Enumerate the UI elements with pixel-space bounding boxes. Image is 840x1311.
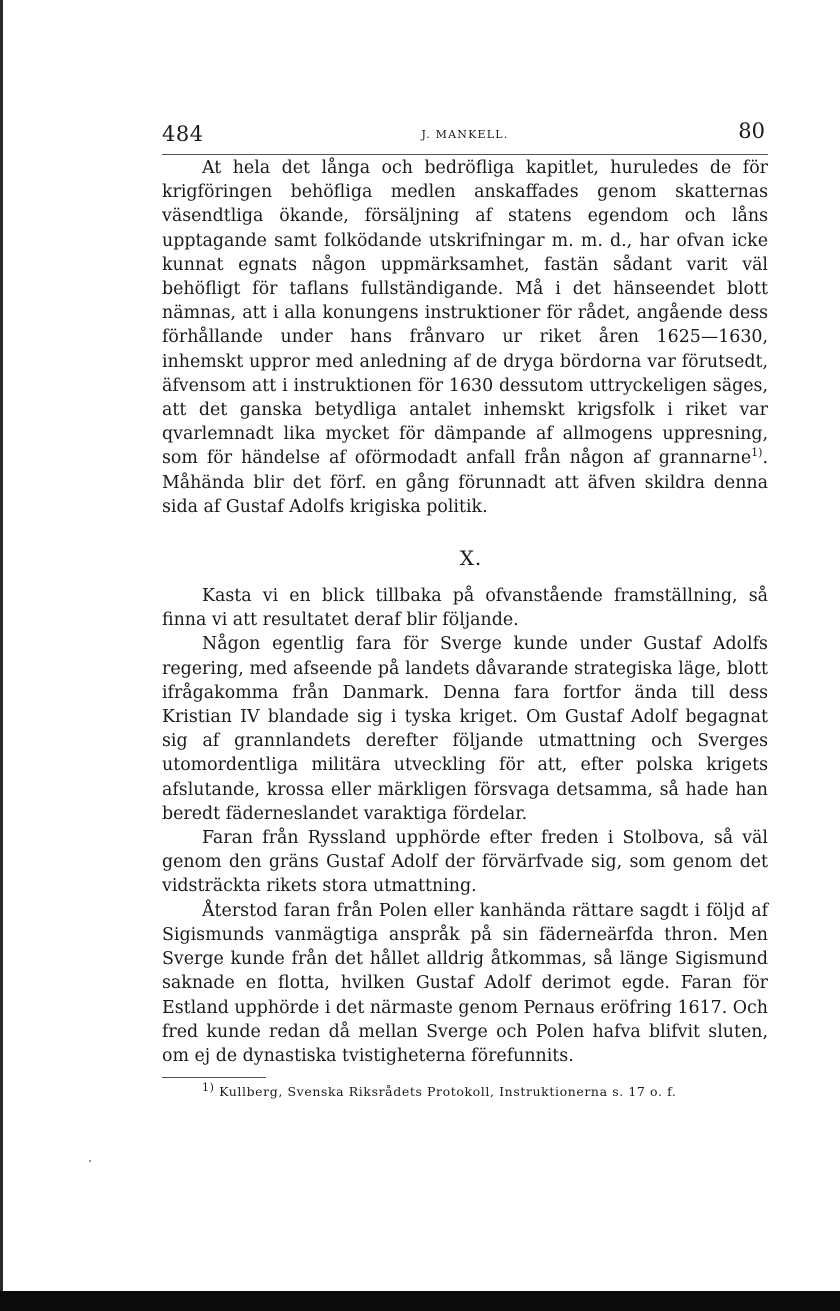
footnote-text: Kullberg, Svenska Riksrådets Protokoll, Instruktionerna s. 17 o. f.: [214, 1084, 677, 1100]
sheet-number: 80: [738, 119, 765, 143]
footnote-mark: 1): [202, 1080, 215, 1094]
footnote-rule: [162, 1077, 266, 1078]
page-header: [162, 112, 768, 152]
page-left-edge: [0, 0, 3, 1311]
section-heading: X.: [459, 546, 483, 571]
book-page: [162, 112, 768, 1099]
header-rule: [162, 154, 768, 155]
scan-speck: [89, 1160, 91, 1162]
page-number: 484: [162, 122, 204, 146]
section-paragraph: Återstod faran från Polen eller kanhända rättare sagdt i följd af Sigismunds vanmägtiga anspråk på sin fäderneärfda thron. Men Sverge kunde från det hållet alldrig åtkommas, så länge Sigismund saknade en flotta, hvilken Gustaf Adolf derimot egde. Faran för Estland upphörde i det närmaste genom Pernaus eröfring 1617. Och fred kunde redan då mellan Sverge och Polen hafva blifvit sluten, om ej de dynastiska tvistigheterna förefunnits.: [162, 900, 768, 1066]
intro-paragraph: [162, 156, 768, 519]
intro-paragraph-text: At hela det långa och bedröfliga kapitlet, huruledes de för krigföringen behöfliga medlen anskaffades genom skatternas väsendtliga ökande, försäljning af statens egendom och låns upptagande samt folködande utskrifningar m. m. d., har ofvan icke kunnat egnats någon uppmärksamhet, fastän sådant varit väl behöfligt för taflans fullständigande. Må i det hänseendet blott nämnas, att i alla konungens instruktioner för rådet, angående dess förhållande under hans frånvaro ur riket åren 1625—1630, inhemskt uppror med anledning af de dryga bördorna var förutsedt, äfvensom att i instruktionen för 1630 dessutom uttryckeligen säges, att det ganska betydliga antalet inhemskt krigsfolk i riket var qvarlemnadt lika mycket för dämpande af allmogens uppresning, som för händelse af oförmodadt anfall från någon af grannarne: [162, 158, 768, 469]
footnote: [162, 1080, 768, 1100]
section-paragraph: Faran från Ryssland upphörde efter freden i Stolbova, så väl genom den gräns Gustaf Adolf der förvärfvade sig, som genom det vidsträckta rikets stora utmattning.: [162, 828, 768, 897]
section-paragraph: Någon egentlig fara för Sverge kunde under Gustaf Adolfs regering, med afseende på landets dåvarande strategiska läge, blott ifrågakomma från Danmark. Denna fara fortfor ända till dess Kristian IV blandade sig i tyska kriget. Om Gustaf Adolf begagnat sig af grannlandets derefter följande utmattning och Sverges utomordentliga militära utveckling för att, efter polska krigets afslutande, krossa eller märkligen försvaga detsamma, så hade han beredt fäderneslandet varaktiga fördelar.: [162, 634, 768, 824]
running-head: J. MANKELL.: [421, 128, 509, 141]
intro-paragraph-tail: . Måhända blir det förf. en gång förunnadt att äfven skildra denna sida af Gustaf Adolfs krigiska politik.: [162, 448, 768, 517]
section-paragraph: Kasta vi en blick tillbaka på ofvanstående framställning, så finna vi att resultatet deraf blir följande.: [162, 586, 768, 631]
footnote-reference: 1): [751, 446, 763, 460]
scan-bottom-band: [0, 1291, 840, 1311]
